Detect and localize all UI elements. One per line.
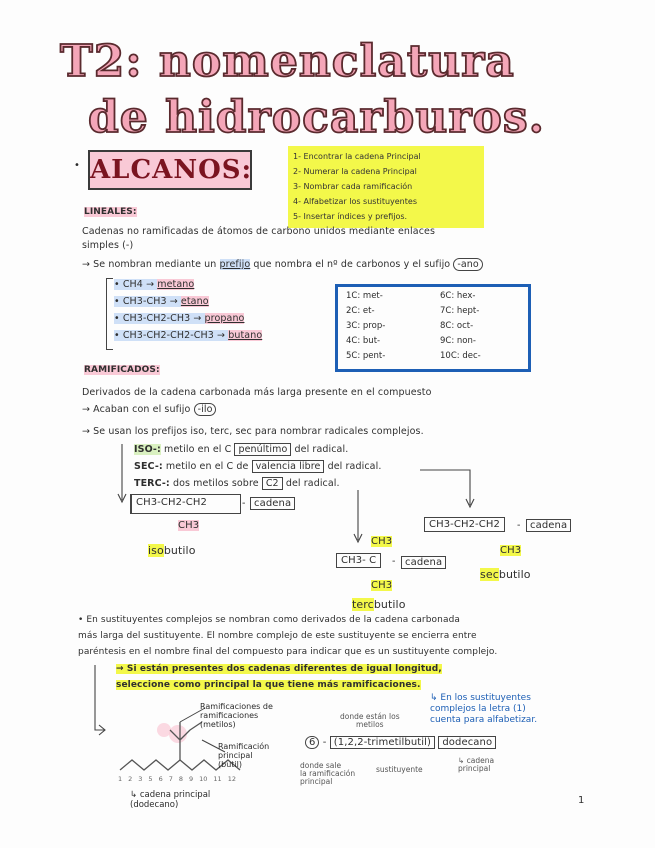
ramificaciones-line: Ramificaciones de — [200, 702, 273, 711]
lineales-desc1: Cadenas no ramificadas de átomos de carbono unidos mediante enlaces — [82, 226, 436, 237]
terc-top: CH3 — [371, 536, 393, 547]
alcanos-heading: ALCANOS: — [90, 155, 253, 185]
annotation-line: ↳ cadena — [458, 756, 495, 765]
tercbutilo-hl: terc — [352, 598, 374, 611]
step-item: 3- Nombrar cada ramificación — [293, 182, 413, 191]
annotation-line: la ramificación — [300, 769, 356, 778]
carbon-number: 10 — [199, 775, 208, 783]
sec-label: SEC-: — [134, 461, 163, 472]
title-line1: T2: nomenclatura — [60, 36, 515, 87]
sec-cadena: cadena — [526, 519, 571, 532]
bullet-dot: • — [74, 160, 80, 171]
secbutilo-hl: sec — [480, 568, 499, 581]
complejos-hl2-text: seleccione como principal la que tiene más ramificaciones. — [116, 680, 421, 690]
terc-main: CH3- C — [336, 553, 381, 568]
chain-label-line: (dodecano) — [130, 800, 179, 810]
alfabetizar-line: ↳ En los sustituyentes — [430, 693, 531, 703]
carbon-number: 8 — [178, 775, 183, 783]
compound-locant: 6 — [305, 736, 319, 749]
complejos-line2: más larga del sustituyente. El nombre complejo de este sustituyente se encierra entre — [78, 631, 477, 641]
prefix-item: 10C: dec- — [440, 351, 481, 361]
prefix-item: 9C: non- — [440, 336, 476, 346]
carbon-number: 5 — [148, 775, 153, 783]
rule-sufijo: -ano — [453, 258, 482, 271]
terc-label: TERC-: — [134, 478, 170, 489]
carbon-numbers — [118, 775, 242, 783]
alfabetizar-line: complejos la letra (1) — [430, 704, 526, 714]
carbon-number: 12 — [227, 775, 236, 783]
prefix-item: 8C: oct- — [440, 321, 474, 331]
carbon-number: 2 — [128, 775, 133, 783]
iso-text-a: metilo en el C — [164, 444, 232, 455]
complejos-hl2 — [116, 680, 421, 690]
suffix-value: -ilo — [194, 403, 217, 416]
ramificaciones-label — [200, 702, 273, 729]
lineales-heading: LINEALES: — [84, 207, 137, 217]
example-name: metano — [157, 279, 195, 290]
annotation-line: donde sale — [300, 761, 342, 770]
prefix-item: 6C: hex- — [440, 291, 476, 301]
ramificados-heading: RAMIFICADOS: — [84, 365, 160, 375]
annotation-donde-sale — [300, 762, 355, 786]
title-line2: de hidrocarburos. — [88, 92, 545, 143]
sec-branch: CH3 — [500, 545, 522, 556]
isobutilo-hl: iso — [148, 544, 164, 557]
isobutilo-name — [148, 544, 196, 557]
iso-text-b: del radical. — [294, 444, 349, 455]
prefix-item: 7C: hept- — [440, 306, 480, 316]
alfabetizar-note — [430, 693, 537, 726]
example-formula: • CH3-CH2-CH3 → — [114, 313, 205, 324]
terc-box: C2 — [262, 477, 283, 490]
annotation-line: metilos — [356, 720, 384, 729]
chain-label-line: ↳ cadena principal — [130, 790, 211, 800]
step-item: 2- Numerar la cadena Principal — [293, 167, 417, 176]
sec-text-b: del radical. — [327, 461, 382, 472]
annotation-line: principal — [300, 777, 333, 786]
step-item: 5- Insertar índices y prefijos. — [293, 212, 408, 221]
annotation-donde-metilos — [340, 713, 400, 729]
iso-cadena: cadena — [250, 497, 295, 510]
prefix-item: 1C: met- — [346, 291, 383, 301]
iso-formula-box — [130, 494, 241, 514]
annotation-cadena-principal — [458, 757, 494, 773]
ram-principal-line: Ramificación — [218, 742, 270, 751]
carbon-number: 7 — [168, 775, 173, 783]
terc-text-a: dos metilos sobre — [172, 478, 259, 489]
prefix-item: 2C: et- — [346, 306, 375, 316]
prefix-item: 3C: prop- — [346, 321, 386, 331]
iso-branch: CH3 — [178, 520, 200, 531]
step-item: 1- Encontrar la cadena Principal — [293, 152, 421, 161]
sec-text-a: metilo en el C de — [165, 461, 249, 472]
isobutilo-rest: butilo — [163, 544, 196, 557]
ramificados-usan: → Se usan los prefijos iso, terc, sec para nombrar radicales complejos. — [82, 426, 424, 437]
ramificados-desc: Derivados de la cadena carbonada más larga presente en el compuesto — [82, 387, 432, 398]
complejos-line1: • En sustituyentes complejos se nombran como derivados de la cadena carbonada — [78, 615, 460, 625]
ramificaciones-line: (metilos) — [200, 720, 236, 729]
cadena-principal-label — [130, 790, 210, 810]
carbon-number: 3 — [138, 775, 143, 783]
prefix-item: 5C: pent- — [346, 351, 386, 361]
lineales-desc2: simples (-) — [82, 240, 134, 251]
carbon-number: 1 — [118, 775, 123, 783]
compound-name: 6 - (1,2,2-trimetilbutil) dodecano — [305, 737, 496, 748]
tercbutilo-rest: butilo — [373, 598, 406, 611]
example-formula: • CH3-CH2-CH2-CH3 → — [114, 330, 229, 341]
example-name: butano — [228, 330, 263, 341]
complejos-line3: paréntesis en el nombre final del compuesto para indicar que es un sustituyente complejo. — [78, 647, 498, 657]
prefix-item: 4C: but- — [346, 336, 381, 346]
compound-substituent: (1,2,2-trimetilbutil) — [330, 736, 435, 749]
ramificacion-principal-label — [218, 742, 269, 769]
rule-mid: que nombra el nº de carbonos y el sufijo — [253, 259, 451, 270]
step-item: 4- Alfabetizar los sustituyentes — [293, 197, 417, 206]
iso-formula: CH3-CH2-CH2 — [136, 497, 207, 508]
sec-formula: CH3-CH2-CH2 — [424, 517, 505, 532]
complejos-hl1-text: → Si están presentes dos cadenas diferentes de igual longitud, — [116, 664, 442, 674]
annotation-line: principal — [458, 764, 491, 773]
alfabetizar-line: cuenta para alfabetizar. — [430, 715, 538, 725]
terc-cadena: cadena — [401, 556, 446, 569]
secbutilo-name — [480, 568, 531, 581]
carbon-number: 9 — [188, 775, 194, 783]
notebook-page: T2: nomenclatura de hidrocarburos. • ALCANOS: 1- Encontrar la cadena Principal 2- Numerar la cadena Principal 3- Nombrar cada ramificación 4- Alfabetizar los sustituyentes 5- Insertar índices y prefijos. LINEALES: Cadenas no ramificadas de átomos de carbono unidos mediante enlaces simples (-) → Se nombran mediante un prefijo que nombra el nº de carbonos y el sufijo -ano • CH4 → metano • CH3-CH3 → etano • CH3-CH2-CH3 → propano • CH3-CH2-CH2-CH3 → butano 1C: met- 2C: et- 3C: prop- 4C: but- 5C: pent- 6C: hex- 7C: hept- 8C: oct- 9C: non- 10C: dec- RAMIFICADOS: Derivados de la cadena carbonada más larga presente en el compuesto → Acaban con el sufijo -ilo → Se usan los prefijos iso, terc, sec para nombrar radicales complejos. ISO-: metilo en el C penúltimo del radical. SEC-: metilo en el C de valencia libre del radical. TERC-: dos metilos sobre C2 del radical. CH3-CH2-CH2 - cadena CH3 isobutilo CH3 CH3- C - cadena CH3 tercbutilo CH3-CH2-CH2 - cadena CH3 secbutilo • En sustituyentes complejos se nombran como derivados de la cadena carbonada más larga del sustituyente. El nombre complejo de este sustituyente se encierra entre paréntesis en el nombre final del compuesto para indicar que es un sustituyente complejo. → Si están presentes dos cadenas diferentes de igual longitud, seleccione como principal la que tiene más ramificaciones. ↳ En los sustituyentes complejos la letra (1) cuenta para alfabetizar. 1 2 3 5 6 7 8 9 10 11 12 Ramificaciones de ramificaciones (metilos) Ramificación principal (butil) ↳ cadena principal (dodecano) donde están los metilos 6 - (1,2,2-trimetilbutil) dodecano donde sale la ramificación principal sustituyente ↳ cadena principal 1 — [0, 0, 655, 848]
example-formula: • CH4 → — [114, 279, 158, 290]
example-formula: • CH3-CH3 → — [114, 296, 181, 307]
annotation-line: donde están los — [340, 712, 400, 721]
suffix-pre: → Acaban con el sufijo — [82, 404, 191, 415]
sec-box: valencia libre — [252, 460, 325, 473]
annotation-sustituyente: sustituyente — [376, 765, 423, 774]
secbutilo-rest: butilo — [498, 568, 531, 581]
terc-text-b: del radical. — [285, 478, 340, 489]
rule-pre: → Se nombran mediante un — [82, 259, 217, 270]
iso-label: ISO-: — [134, 444, 161, 455]
terc-bottom: CH3 — [371, 580, 393, 591]
ram-principal-line: (butil) — [218, 760, 242, 769]
page-number: 1 — [578, 795, 585, 806]
compound-parent: dodecano — [438, 736, 496, 749]
example-name: etano — [180, 296, 209, 307]
ramificaciones-line: ramificaciones — [200, 711, 259, 720]
tercbutilo-name — [352, 598, 406, 611]
example-name: propano — [204, 313, 245, 324]
complejos-hl1 — [116, 664, 442, 674]
ram-principal-line: principal — [218, 751, 253, 760]
carbon-number: 11 — [213, 775, 222, 783]
carbon-number: 6 — [158, 775, 163, 783]
iso-box: penúltimo — [234, 443, 291, 456]
rule-prefijo: prefijo — [219, 259, 251, 270]
